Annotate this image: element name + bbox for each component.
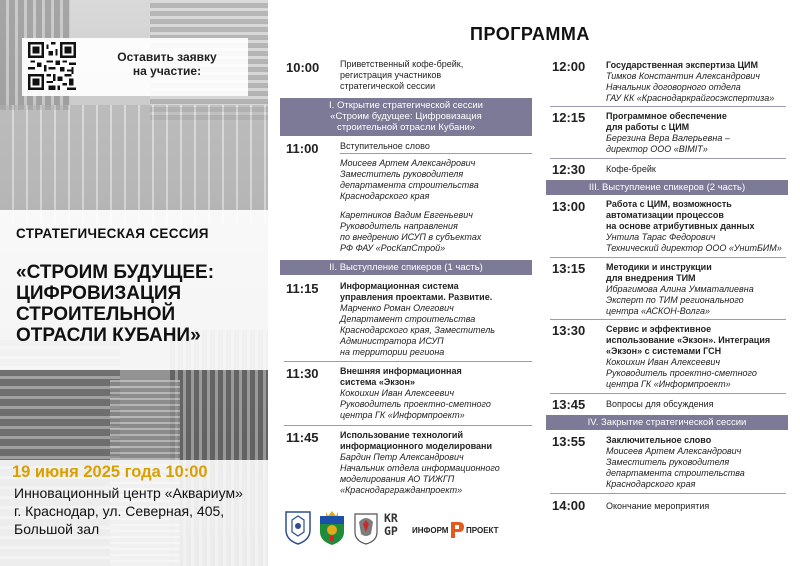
session-title — [16, 262, 266, 346]
desc-line: Приветственный кофе-брейк, — [340, 59, 464, 69]
speaker-line: Бардин Петр Александрович — [340, 452, 464, 462]
venue — [14, 484, 264, 538]
session-title-line: ЦИФРОВИЗАЦИЯ — [16, 283, 182, 304]
item-description — [606, 435, 745, 490]
section-header — [280, 98, 532, 136]
divider — [550, 393, 786, 394]
time-label: 13:30 — [552, 323, 586, 338]
speaker-line: Руководитель проектно-сметного — [340, 399, 491, 409]
time-label: 12:00 — [552, 59, 586, 74]
speaker-line: по внедрению ИСУП в субъектах — [340, 232, 482, 242]
item-description — [606, 324, 770, 390]
divider — [550, 493, 786, 494]
item-title: Окончание мероприятия — [606, 501, 710, 511]
time-label: 11:15 — [286, 281, 319, 296]
speaker-line: департамента строительства — [606, 468, 745, 478]
speaker-line: Ибрагимова Алина Умматалиевна — [606, 284, 754, 294]
time-label: 11:30 — [286, 366, 319, 381]
speaker-line: Заместитель руководителя — [606, 457, 730, 467]
item-title: «Экзон» с системами ГСН — [606, 346, 722, 356]
time-label: 13:55 — [552, 434, 586, 449]
speaker-info — [340, 158, 479, 202]
section-line: III. Выступление спикеров (2 часть) — [588, 182, 746, 193]
registration-line: Оставить заявку — [117, 50, 217, 64]
item-title: Государственная экспертиза ЦИМ — [606, 60, 759, 70]
ministry-emblem-icon — [284, 510, 312, 546]
item-description — [606, 111, 730, 155]
event-date: 19 июня 2025 года 10:00 — [12, 463, 208, 481]
session-label: СТРАТЕГИЧЕСКАЯ СЕССИЯ — [16, 226, 209, 241]
time-label: 14:00 — [552, 498, 586, 513]
speaker-line: Краснодарского края, Заместитель — [340, 325, 496, 335]
section-line: II. Выступление спикеров (1 часть) — [329, 262, 483, 273]
speaker-line: Краснодарского края — [340, 191, 430, 201]
item-description — [606, 501, 709, 512]
item-title: Сервис и эффективное — [606, 324, 712, 334]
item-title: автоматизации процессов — [606, 210, 724, 220]
section-header — [280, 260, 532, 275]
item-title: Заключительное слово — [606, 435, 712, 445]
session-title-line: ОТРАСЛИ КУБАНИ» — [16, 325, 201, 346]
item-title: для внедрения ТИМ — [606, 273, 696, 283]
speaker-line: директор ООО «BIMIT» — [606, 144, 708, 154]
speaker-line: Моисеев Артем Александрович — [606, 446, 742, 456]
item-title: Работа с ЦИМ, возможность — [606, 199, 732, 209]
section-header — [546, 180, 788, 195]
speaker-line: Руководитель направления — [340, 221, 458, 231]
item-description — [606, 60, 774, 104]
speaker-line: Технический директор ООО «УнитБИМ» — [606, 243, 782, 253]
speaker-line: центра ГК «Информпроект» — [340, 410, 465, 420]
time-label: 13:15 — [552, 261, 586, 276]
speaker-line: центра ГК «Информпроект» — [606, 379, 731, 389]
section-header — [546, 415, 788, 430]
item-description — [606, 199, 782, 254]
divider — [550, 106, 786, 107]
section-line: «Строим будущее: Цифровизация — [330, 111, 482, 122]
speaker-line: РФ ФАУ «РосКапСтрой» — [340, 243, 446, 253]
session-title-line: СТРОИТЕЛЬНОЙ — [16, 304, 176, 325]
time-label: 10:00 — [286, 60, 320, 75]
divider — [550, 257, 786, 258]
time-label: 12:15 — [552, 110, 586, 125]
venue-line: г. Краснодар, ул. Северная, 405, — [14, 503, 225, 519]
item-title: Кофе-брейк — [606, 164, 656, 174]
section-line: I. Открытие стратегической сессии — [329, 100, 483, 111]
item-description — [340, 281, 495, 358]
item-description — [606, 262, 754, 317]
venue-line: Инновационный центр «Аквариум» — [14, 485, 243, 501]
item-description — [340, 59, 463, 92]
speaker-line: Руководитель проектно-сметного — [606, 368, 757, 378]
time-label: 12:30 — [552, 162, 586, 177]
session-title-line: «СТРОИМ БУДУЩЕЕ: — [16, 262, 215, 283]
speaker-line: Начальник договорного отдела — [606, 82, 741, 92]
desc-line: стратегической сессии — [340, 81, 436, 91]
section-line: строительной отрасли Кубани» — [336, 122, 476, 133]
item-title: Вступительное слово — [340, 141, 430, 151]
speaker-line: Моисеев Артем Александрович — [340, 158, 476, 168]
program-title: ПРОГРАММА — [470, 24, 590, 44]
time-label: 11:00 — [286, 141, 319, 156]
speaker-line: ГАУ КК «Краснодаркрайгосэкспертиза» — [606, 93, 775, 103]
time-label: 13:45 — [552, 397, 586, 412]
speaker-line: на территории региона — [340, 347, 445, 357]
desc-line: регистрация участников — [340, 70, 442, 80]
divider — [284, 425, 532, 426]
speaker-line: Кокоихин Иван Алексеевич — [340, 388, 455, 398]
speaker-line: Марченко Роман Олегович — [340, 303, 454, 313]
speaker-line: Березина Вера Валерьевна – — [606, 133, 730, 143]
speaker-line: Начальник отдела информационного — [340, 463, 500, 473]
item-title: Информационная система — [340, 281, 459, 291]
speaker-line: Каретников Вадим Евгеньевич — [340, 210, 473, 220]
item-title: Методики и инструкции — [606, 262, 712, 272]
item-title: Использование технологий — [340, 430, 463, 440]
building-photo — [0, 105, 268, 225]
speaker-line: Кокоихин Иван Алексеевич — [606, 357, 721, 367]
registration-line: на участие: — [132, 64, 202, 78]
speaker-line: департамента строительства — [340, 180, 479, 190]
item-description — [340, 430, 500, 496]
krasnodar-crest-icon — [318, 510, 346, 546]
item-title: на основе атрибутивных данных — [606, 221, 755, 231]
informproekt-logo-right: ПРОЕКТ — [466, 526, 499, 535]
item-description — [340, 141, 430, 152]
venue-line: Большой зал — [14, 521, 100, 537]
speaker-line: Администратора ИСУП — [340, 336, 444, 346]
item-title: система «Экзон» — [340, 377, 415, 387]
time-label: 13:00 — [552, 199, 586, 214]
speaker-line: Краснодарского края — [606, 479, 696, 489]
speaker-line: Заместитель руководителя — [340, 169, 464, 179]
expertise-emblem-icon — [352, 510, 380, 546]
speaker-line: Унтила Тарас Федорович — [606, 232, 716, 242]
qr-code-icon[interactable] — [28, 42, 76, 90]
speaker-line: «Краснодаргражданпроект» — [340, 485, 463, 495]
informproekt-logo-left: ИНФОРМ — [412, 526, 449, 535]
time-label: 11:45 — [286, 430, 319, 445]
registration-box — [22, 38, 248, 96]
divider — [550, 319, 786, 320]
item-title: для работы с ЦИМ — [606, 122, 690, 132]
speaker-info — [340, 210, 481, 254]
informproekt-mark-icon — [448, 520, 466, 540]
item-title: Внешняя информационная — [340, 366, 462, 376]
krgp-logo — [384, 512, 406, 538]
item-title: Вопросы для обсуждения — [606, 399, 714, 409]
item-description — [340, 366, 491, 421]
item-description — [606, 164, 656, 175]
divider — [550, 158, 786, 159]
item-title: управления проектами. Развитие. — [340, 292, 493, 302]
krgp-logo-line: GP — [384, 524, 398, 538]
speaker-line: моделирования АО ТИЖГП — [340, 474, 455, 484]
item-title: информационного моделировани — [340, 441, 492, 451]
speaker-line: центра «АСКОН-Волга» — [606, 306, 710, 316]
item-description — [606, 399, 714, 410]
speaker-line: Тимков Константин Александрович — [606, 71, 760, 81]
registration-text — [92, 50, 242, 78]
section-line: IV. Закрытие стратегической сессии — [587, 417, 747, 428]
item-title: использование «Экзон». Интеграция — [606, 335, 771, 345]
item-title: Программное обеспечение — [606, 111, 727, 121]
speaker-line: Департамент строительства — [340, 314, 476, 324]
krgp-logo-line: KR — [384, 511, 398, 525]
divider — [284, 361, 532, 362]
speaker-line: Эксперт по ТИМ регионального — [606, 295, 744, 305]
divider — [340, 153, 532, 154]
